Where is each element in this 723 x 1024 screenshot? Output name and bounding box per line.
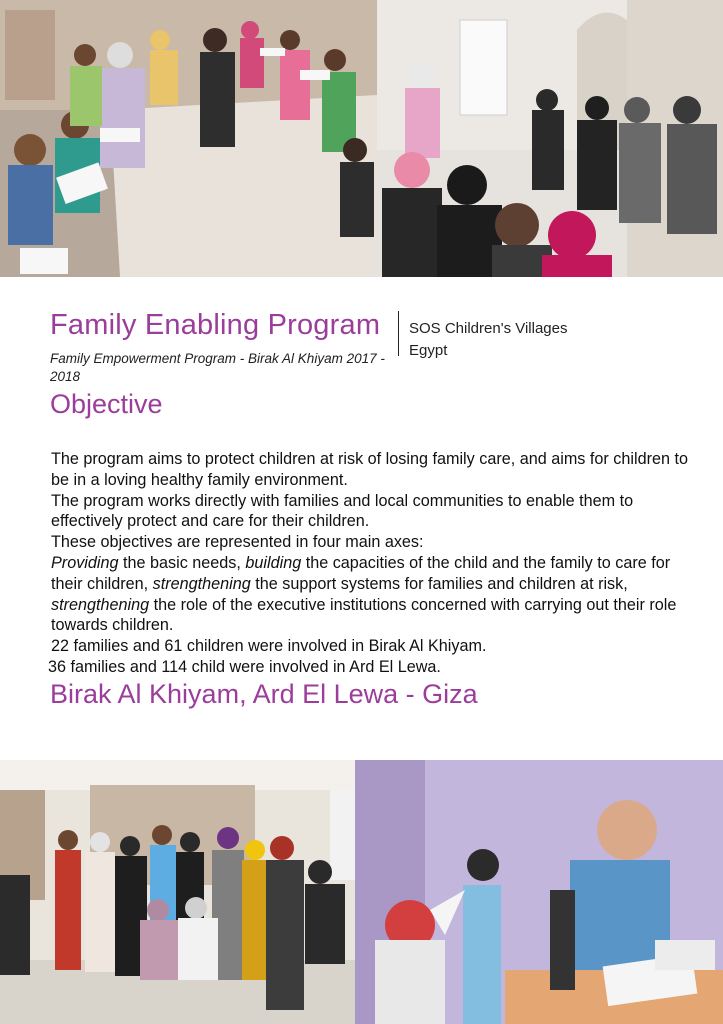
photo-children-classroom	[0, 0, 377, 277]
program-title: Family Enabling Program	[50, 309, 381, 341]
axis-2-text: the capacities of the child and the family to care for their children,	[51, 553, 671, 593]
program-subtitle: Family Empowerment Program - Birak Al Khiyam 2017 - 2018	[50, 351, 385, 384]
paragraph-ard-stat: 36 families and 114 child were involved in Ard El Lewa.	[48, 657, 441, 676]
organization-name: SOS Children's Villages Egypt	[409, 320, 568, 359]
paragraph-axes-intro: These objectives are represented in four main axes:	[51, 533, 424, 552]
photo-women-group	[0, 760, 355, 1024]
axis-1-verb: Providing	[51, 553, 119, 572]
photo-desk-registration	[355, 760, 723, 1024]
axis-4-text: the role of the executive institutions concerned with carrying out their role towards children.	[51, 595, 677, 635]
paragraph-birak-stat: 22 families and 61 children were involved in Birak Al Khiyam.	[51, 637, 487, 656]
axis-3-text: the support systems for families and children at risk,	[250, 574, 628, 593]
objective-heading: Objective	[50, 389, 163, 419]
location-heading: Birak Al Khiyam, Ard El Lewa - Giza	[50, 679, 478, 709]
header-divider	[398, 311, 399, 356]
photo-women-meeting	[377, 0, 723, 277]
axis-1-text: the basic needs,	[118, 553, 246, 572]
objective-body	[48, 449, 691, 678]
paragraph-works: The program works directly with families and local communities to enable them to effectively protect and care for their children.	[51, 491, 634, 531]
paragraph-aims: The program aims to protect children at risk of losing family care, and aims for children to be in a loving healthy family environment.	[51, 450, 688, 489]
axis-4-verb: strengthening	[51, 595, 150, 614]
axis-2-verb: building	[245, 553, 302, 572]
paragraph-axes	[51, 553, 691, 636]
axis-3-verb: strengthening	[152, 574, 251, 593]
